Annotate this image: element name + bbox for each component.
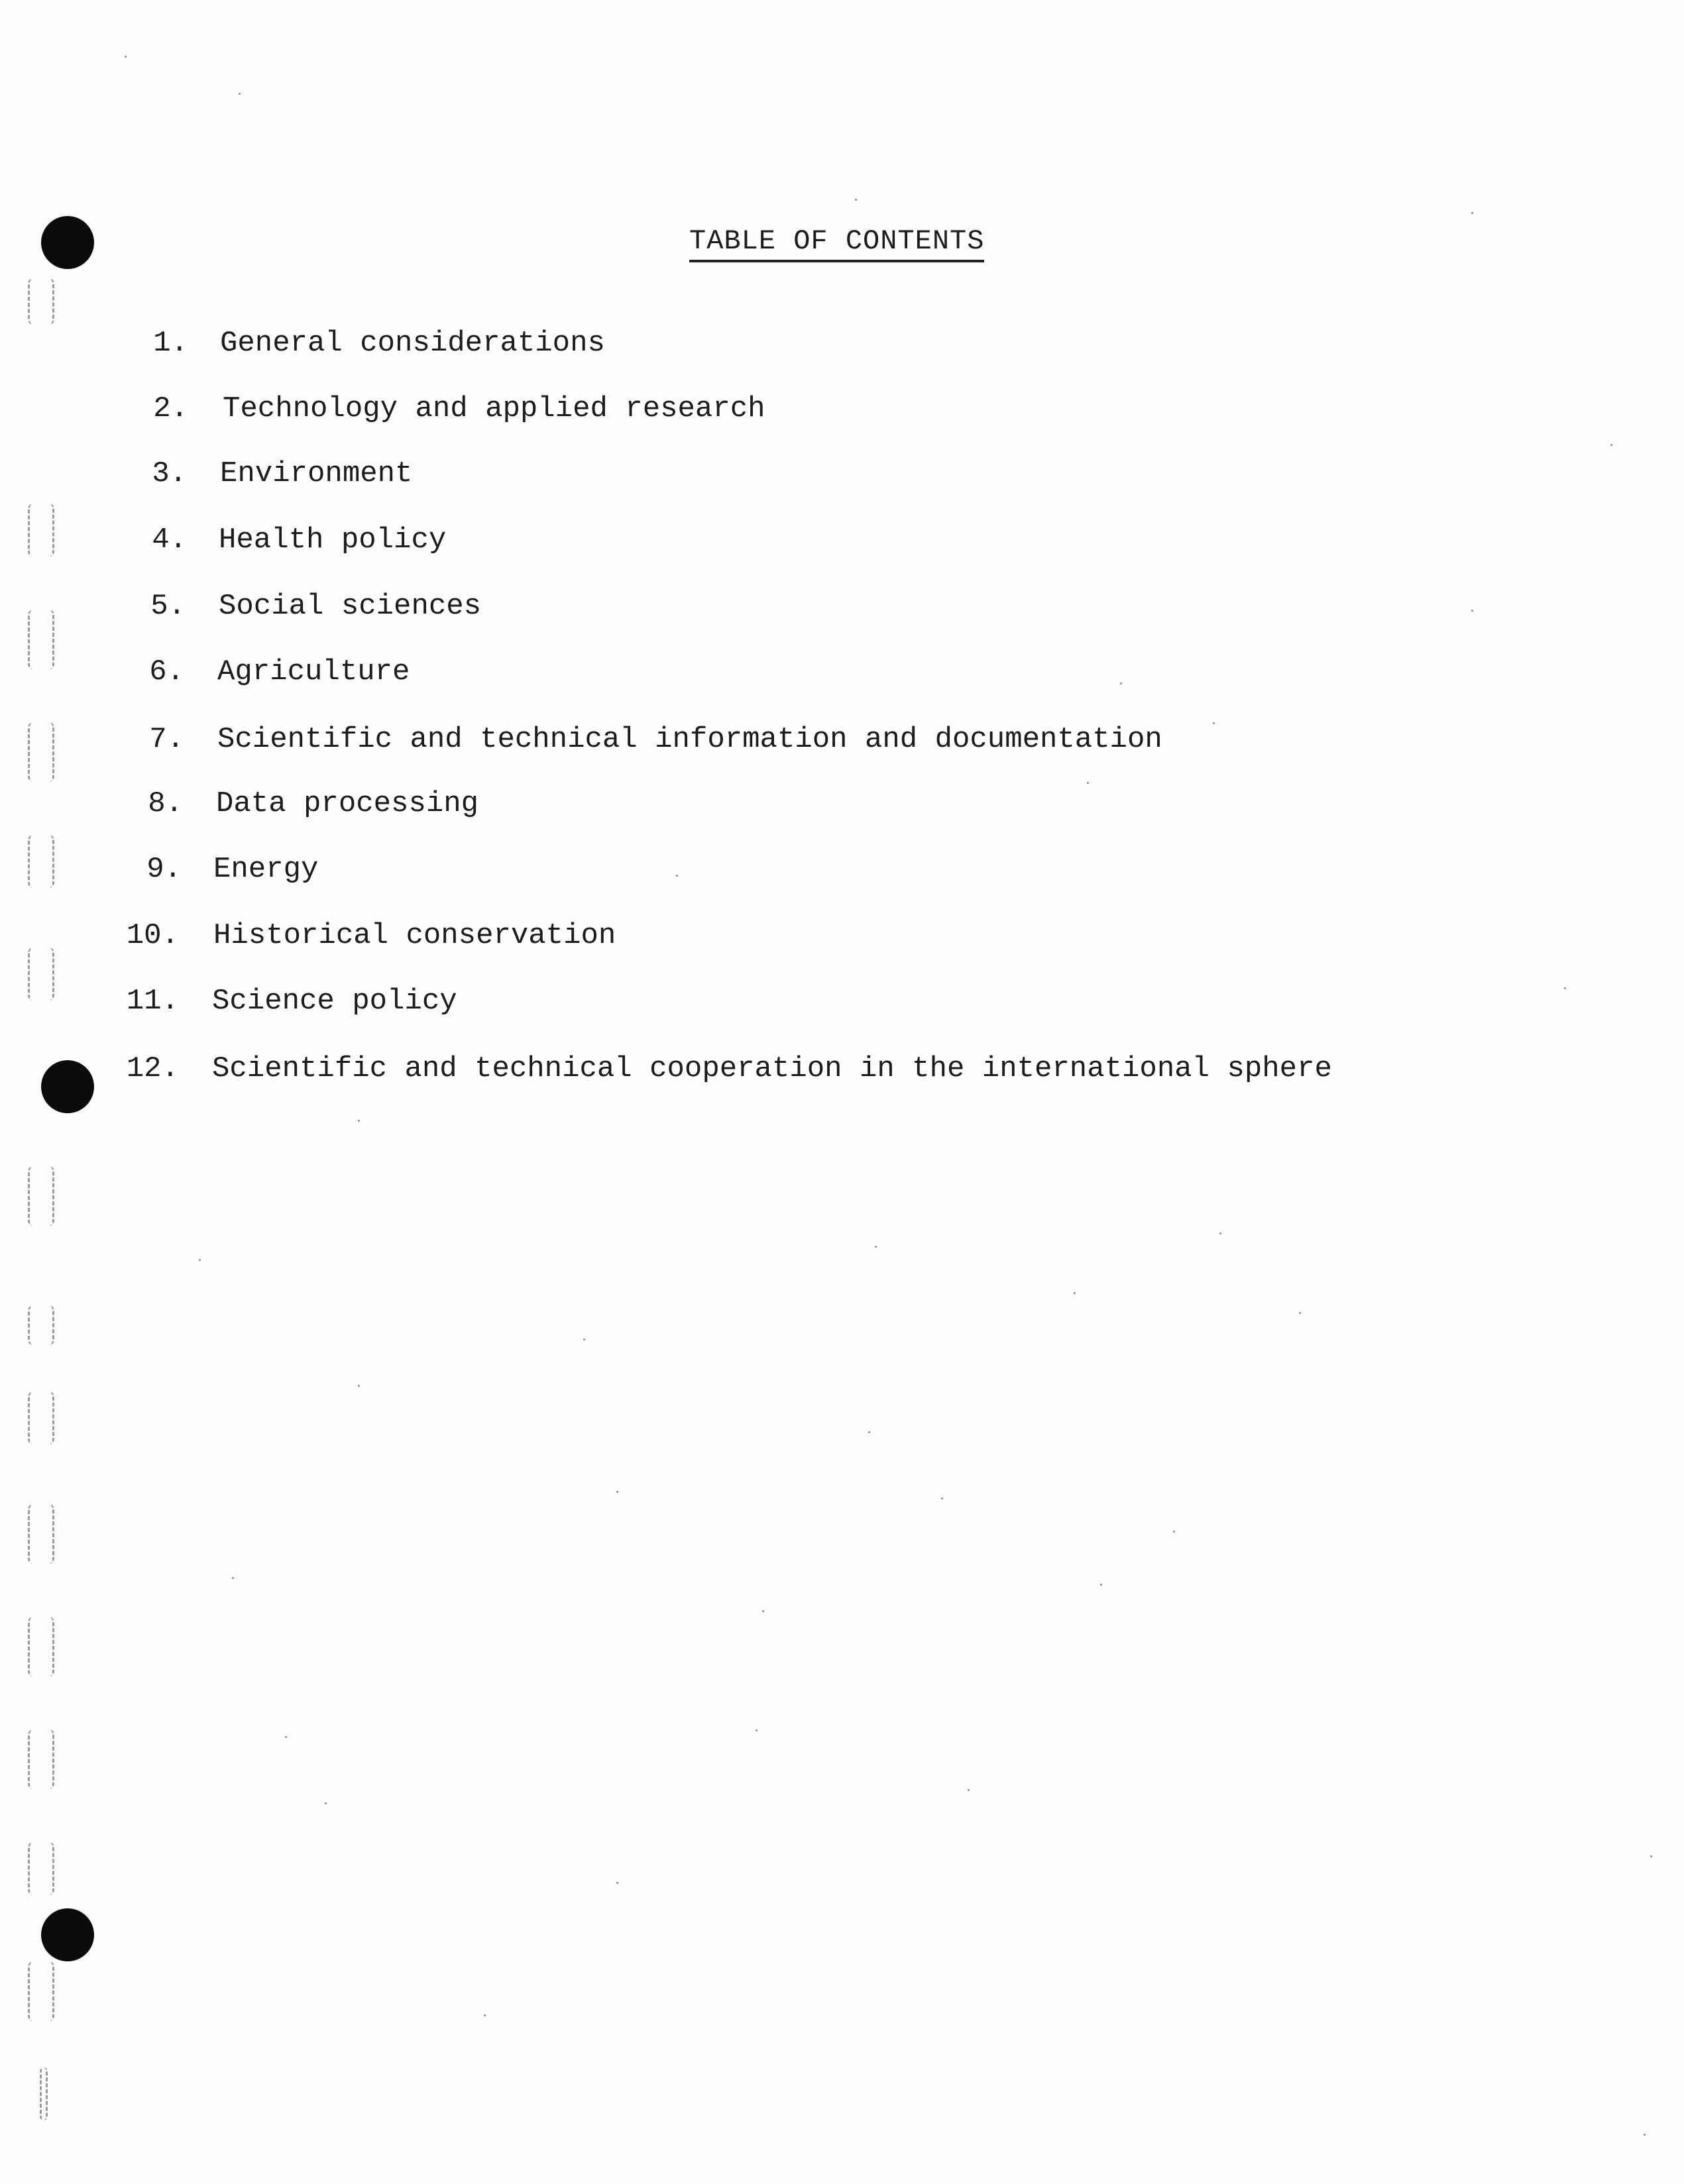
toc-item-number: 4. xyxy=(152,523,187,557)
toc-item-number: 3. xyxy=(152,457,187,490)
toc-item-number: 10. xyxy=(126,919,179,952)
toc-item-number: 7. xyxy=(149,723,184,756)
toc-item-label: Scientific and technical cooperation in the international sphere xyxy=(212,1052,1332,1085)
toc-item-label: Data processing xyxy=(216,787,479,820)
toc-item-number: 12. xyxy=(126,1052,179,1085)
toc-item-number: 6. xyxy=(149,655,184,688)
toc-item-label: Environment xyxy=(220,457,413,490)
toc-item-label: Agriculture xyxy=(217,655,410,688)
toc-item-label: Scientific and technical information and documentation xyxy=(217,723,1162,756)
toc-item-number: 11. xyxy=(126,985,179,1018)
toc-item-number: 1. xyxy=(153,327,188,360)
toc-item-label: Technology and applied research xyxy=(223,392,765,425)
page-title: TABLE OF CONTENTS xyxy=(689,225,984,262)
toc-item-number: 9. xyxy=(146,853,182,886)
toc-item-number: 8. xyxy=(148,787,183,820)
toc-item-label: Historical conservation xyxy=(213,919,616,952)
toc-item-label: General considerations xyxy=(220,327,605,360)
toc-item-label: Science policy xyxy=(212,985,457,1018)
toc-item-number: 2. xyxy=(153,392,188,425)
toc-item-label: Social sciences xyxy=(219,590,482,623)
toc-item-label: Health policy xyxy=(219,523,447,557)
toc-item-number: 5. xyxy=(150,590,186,623)
toc-item-label: Energy xyxy=(213,853,319,886)
